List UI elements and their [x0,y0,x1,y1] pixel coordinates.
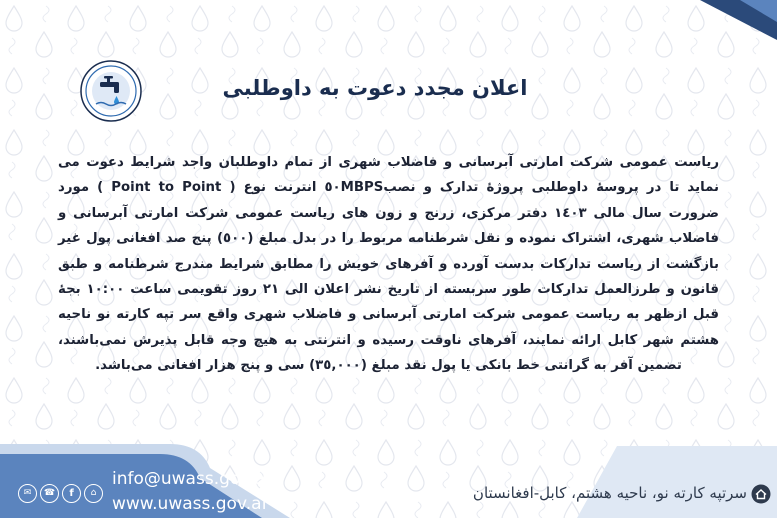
home-icon[interactable]: ⌂ [84,484,103,503]
website-link[interactable]: www.uwass.gov.af [112,494,268,514]
announcement-title: اعلان مجدد دعوت به داوطلبی [222,76,528,100]
email-link[interactable]: info@uwass.gov.af [112,469,271,489]
email-icon[interactable]: ✉ [18,484,37,503]
footer-contacts [112,467,271,517]
address-text: سرتپه کارته نو، ناحیه هشتم، کابل-افغانستان [472,484,747,502]
uwass-logo [80,60,142,122]
footer-right-band [577,446,777,518]
social-icons [18,484,103,503]
phone-icon[interactable]: ☎ [40,484,59,503]
facebook-icon[interactable]: f [62,484,81,503]
address-home-icon [751,484,771,504]
announcement-body: ریاست عمومی شرکت امارتی آبرسانی و فاضلاب شهری از تمام داوطلبان واجد شرایط دعوت می نماید تا در پروسهٔ داوطلبی پروژهٔ تدارک و نصب٥٠MBPS انترنت نوع ( Point to Point ) مورد ضرورت سال مالی ١٤٠٣ دفتر مرکزی، زرنج و زون های ریاست عمومی شرکت امارتی آبرسانی و فاضلاب شهری، اشتراک نموده و نقل شرطنامه مربوط را در بدل مبلغ (٥٠٠) پنج صد افغانی پول غیر بازگشت از ریاست تدارکات بدست آورده و آفرهای خویش را مطابق شرایط مندرج شرطنامه و طبق قانون و طرزالعمل تدارکات طور سربسته از تاریخ نشر اعلان الی ٢١ روز تقویمی ساعت ١٠:٠٠ بجهٔ قبل ازظهر به ریاست عمومی شرکت امارتی آبرسانی و فاضلاب شهری واقع سر تپه کارته نو ناحیه هشتم شهر کابل ارائه نمایند، آفرهای ناوقت رسیده و انترنتی به هیچ وجه قابل پذیرش نمی‌باشند، تضمین آفر به گرانتی خط بانکی یا پول نقد مبلغ (٣٥,٠٠٠) سی و پنج هزار افغانی می‌باشد. [58,155,719,374]
